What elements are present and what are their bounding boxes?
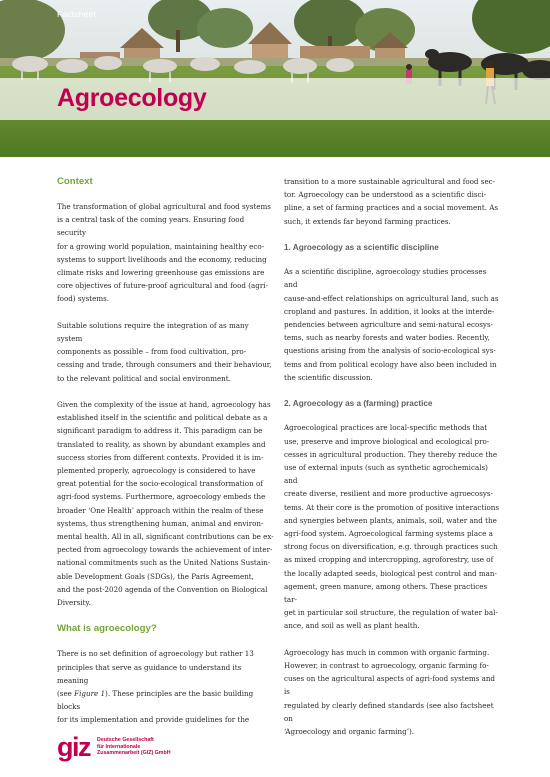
context-paragraph-1: The transformation of global agricultural and food systems is a central task of the coming years. Ensuring food security for a growing world population, maintaining healthy eco- systems to support livelihoods and the economy, reducing climate risks and lowering greenhouse gas emissions are core objectives of future-proof agricultural and food (agri- food) systems. xyxy=(57,202,271,304)
hero-photo xyxy=(0,0,550,157)
figure-1-reference[interactable]: Figure 1 xyxy=(74,689,106,699)
left-column xyxy=(57,175,274,740)
giz-wordmark: giz xyxy=(57,732,90,762)
principles-paragraph xyxy=(57,647,274,726)
scientific-discipline-paragraph: As a scientific discipline, agroecology studies processes and cause-and-effect relationships on agricultural land, such as cropland and pastures. In addition, it looks at the interde- pendencies between agriculture and semi-natural ecosys- tems, such as nearby forests and water bodies. Recently, questions arising from the analysis of socio-ecological sys- tems and from political ecology have also been included in the scientific discussion. xyxy=(284,267,499,382)
farming-practice-paragraph: Agroecological practices are local-specific methods that use, preserve and improve biological and ecological pro- cesses in agricultural production. They thereby reduce the use of external inputs (such as synthetic agrochemicals) and create diverse, resilient and more productive agroecosys- tems. At their core is the promotion of positive interactions and synergies between plants, animals, soil, water and the agri-food system. Agroecological farming systems place a strong focus on diversification, e.g. through practices such as mixed cropping and intercropping, agroforestry, use of the locally adapted seeds, biological pest control and man- agement, green manure, among others. These practices tar- get in particular soil structure, the regulation of water bal- ance, and soil as well as plant health. xyxy=(284,423,500,631)
giz-name-line-2: für Internationale xyxy=(97,743,141,750)
giz-name-line-1: Deutsche Gesellschaft xyxy=(97,737,154,744)
page-title: Agroecology xyxy=(57,84,207,112)
factsheet-label: Factsheet xyxy=(57,9,97,19)
organic-farming-paragraph: Agroecology has much in common with organic farming. However, in contrast to agroecology, organic farming fo- cuses on the agricultural aspects of agri-food systems and is regulated by clearly defined standards (see also factsheet on ‘Agroecology and organic farming’). xyxy=(284,647,495,737)
scientific-discipline-heading: 1. Agroecology as a scientific discipline xyxy=(284,243,439,252)
context-heading: Context xyxy=(57,176,93,187)
giz-name xyxy=(97,737,171,756)
what-is-agroecology-heading: What is agroecology? xyxy=(57,623,157,635)
farming-practice-heading: 2. Agroecology as a (farming) practice xyxy=(284,399,433,409)
right-column xyxy=(284,175,501,751)
giz-logo xyxy=(57,734,171,760)
definition-paragraph: transition to a more sustainable agricultural and food sec- tor. Agroecology can be understood as a scientific disci- pline, a set of farming practices and a social movement. As such, it extends far beyond farming practices. xyxy=(284,177,499,226)
context-paragraph-2: Suitable solutions require the integration of as many system components as possible – from food cultivation, pro- cessing and trade, through consumers and their behaviour, to the relevant political and social environment. xyxy=(57,320,272,383)
principles-text-start: There is no set definition of agroecology but rather 13 principles that serve as guidance to understand its meaning (see xyxy=(57,649,254,699)
principles-text-end: ). These principles are the basic building blocks for its implementation and provide guidelines for the xyxy=(57,689,254,725)
context-paragraph-3: Given the complexity of the issue at hand, agroecology has established itself in the scientific and political debate as a significant paradigm to address it. This paradigm can be translated to reality, as shown by abundant examples and success stories from different contexts. Provided it is im- plemented properly, agroecology is considered to have great potential for the socio-ecological transformation of agri-food systems. Furthermore, agroecology embeds the broader ‘One Health’ approach within the realm of these systems, thus strengthening human, animal and environ- mental health. All in all, significant contributions can be ex- pected from agroecology towards the achievement of inter- national commitments such as the United Nations Sustain- able Development Goals (SDGs), the Paris Agreement, and the post-2020 agenda of the Convention on Biological Diversity. xyxy=(57,400,274,608)
giz-name-line-3: Zusammenarbeit (GIZ) GmbH xyxy=(97,750,171,757)
